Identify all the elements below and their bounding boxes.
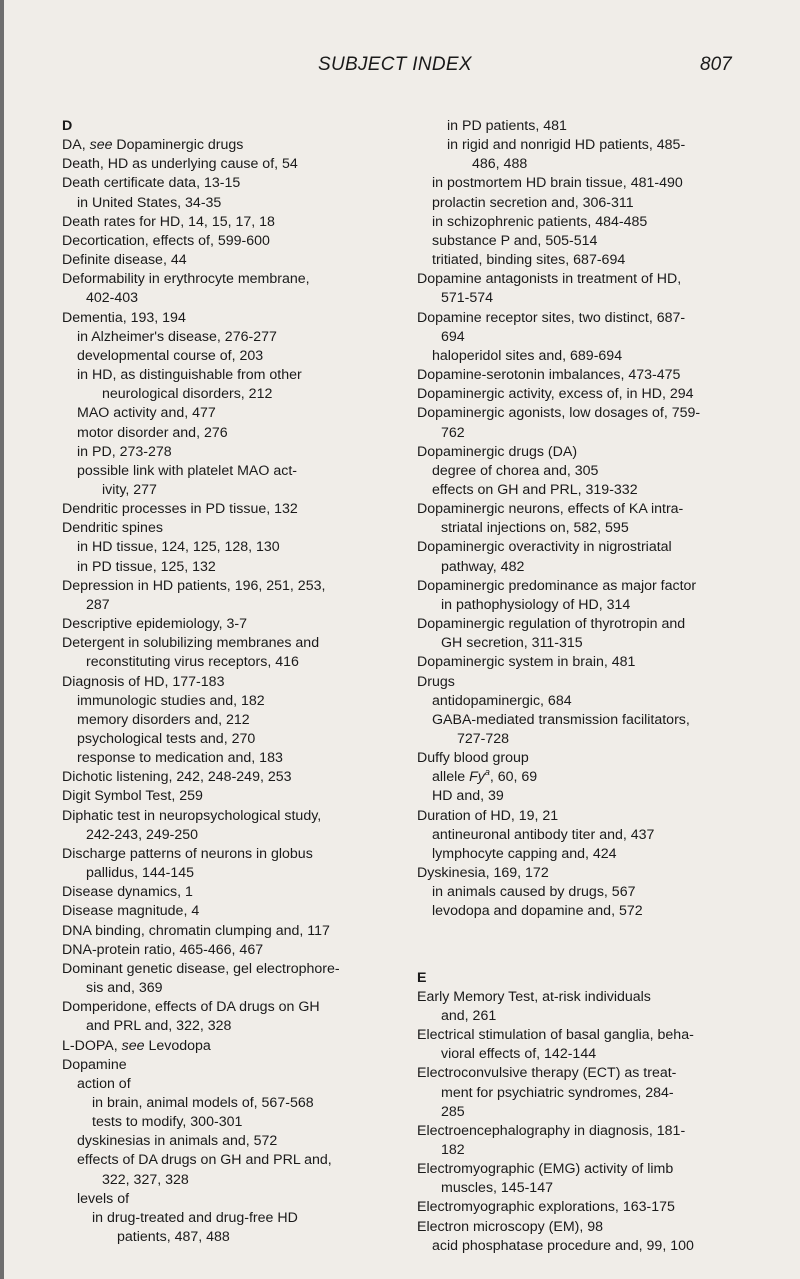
index-entry: Electromyographic explorations, 163-175 bbox=[417, 1199, 675, 1216]
index-entry: Electroencephalography in diagnosis, 181- bbox=[417, 1122, 686, 1139]
index-entry: Disease dynamics, 1 bbox=[62, 884, 193, 901]
index-entry: Dendritic processes in PD tissue, 132 bbox=[62, 501, 298, 518]
index-entry: immunologic studies and, 182 bbox=[77, 692, 265, 709]
index-entry: levodopa and dopamine and, 572 bbox=[432, 903, 643, 920]
index-entry: response to medication and, 183 bbox=[77, 750, 283, 767]
index-entry: ivity, 277 bbox=[102, 481, 157, 498]
index-entry: in drug-treated and drug-free HD bbox=[92, 1209, 298, 1226]
index-entry: Dopaminergic system in brain, 481 bbox=[417, 654, 636, 671]
index-entry: Domperidone, effects of DA drugs on GH bbox=[62, 999, 320, 1016]
index-entry: Dyskinesia, 169, 172 bbox=[417, 865, 549, 882]
index-entry: Dopamine-serotonin imbalances, 473-475 bbox=[417, 367, 681, 384]
index-entry: motor disorder and, 276 bbox=[77, 424, 228, 441]
index-entry: Diphatic test in neuropsychological study, bbox=[62, 807, 322, 824]
page-edge bbox=[0, 0, 4, 1279]
index-entry: in PD patients, 481 bbox=[447, 118, 567, 134]
index-entry: 727-728 bbox=[457, 731, 510, 747]
index-entry: neurological disorders, 212 bbox=[102, 386, 273, 403]
index-entry: and PRL and, 322, 328 bbox=[86, 1018, 232, 1035]
index-entry: Dopamine receptor sites, two distinct, 687- bbox=[417, 309, 686, 326]
index-entry: in schizophrenic patients, 484-485 bbox=[432, 213, 648, 230]
index-entry: patients, 487, 488 bbox=[117, 1229, 230, 1246]
index-entry: muscles, 145-147 bbox=[441, 1180, 553, 1197]
index-entry: 694 bbox=[441, 328, 465, 345]
index-entry: L-DOPA, see Levodopa bbox=[62, 1037, 211, 1054]
index-entry: Duffy blood group bbox=[417, 750, 529, 767]
index-entry: Death certificate data, 13-15 bbox=[62, 175, 241, 192]
index-entry: Dichotic listening, 242, 248-249, 253 bbox=[62, 769, 292, 786]
index-entry: developmental course of, 203 bbox=[77, 347, 264, 364]
page-number: 807 bbox=[700, 54, 732, 75]
index-entry: effects on GH and PRL, 319-332 bbox=[432, 481, 638, 498]
index-entry: Dopaminergic neurons, effects of KA intra- bbox=[417, 501, 684, 518]
index-entry: DA, see Dopaminergic drugs bbox=[62, 137, 244, 154]
index-entry: Death, HD as underlying cause of, 54 bbox=[62, 156, 298, 173]
index-entry: Definite disease, 44 bbox=[62, 252, 187, 269]
index-entry: in animals caused by drugs, 567 bbox=[432, 884, 636, 901]
index-entry: substance P and, 505-514 bbox=[432, 232, 598, 249]
index-entry: effects of DA drugs on GH and PRL and, bbox=[77, 1152, 332, 1169]
index-entry: Depression in HD patients, 196, 251, 253, bbox=[62, 577, 326, 594]
index-entry: acid phosphatase procedure and, 99, 100 bbox=[432, 1237, 694, 1254]
index-entry: in rigid and nonrigid HD patients, 485- bbox=[447, 137, 686, 154]
index-column-left bbox=[62, 117, 412, 1247]
index-entry: in United States, 34-35 bbox=[77, 194, 222, 211]
section-letter: E bbox=[417, 969, 427, 986]
index-entry: antidopaminergic, 684 bbox=[432, 692, 572, 709]
index-entry: 242-243, 249-250 bbox=[86, 826, 199, 843]
index-entry: antineuronal antibody titer and, 437 bbox=[432, 826, 655, 843]
index-entry: degree of chorea and, 305 bbox=[432, 462, 599, 479]
index-entry: allele Fy$^a$, 60, 69 bbox=[432, 767, 538, 786]
index-entry: Dopamine bbox=[62, 1056, 127, 1073]
index-entry: Electron microscopy (EM), 98 bbox=[417, 1218, 604, 1235]
index-entry: HD and, 39 bbox=[432, 788, 504, 805]
index-entry: 486, 488 bbox=[472, 156, 528, 173]
index-entry: Drugs bbox=[417, 673, 455, 690]
index-entry: in HD tissue, 124, 125, 128, 130 bbox=[77, 539, 280, 556]
index-entry: Dopaminergic overactivity in nigrostriatal bbox=[417, 539, 672, 556]
section-letter: D bbox=[62, 118, 73, 134]
index-entry: DNA binding, chromatin clumping and, 117 bbox=[62, 922, 330, 939]
running-title: SUBJECT INDEX bbox=[318, 54, 472, 75]
index-entry: 287 bbox=[86, 596, 110, 613]
index-entry: 322, 327, 328 bbox=[102, 1171, 189, 1188]
section-gap bbox=[417, 922, 777, 969]
index-entry: MAO activity and, 477 bbox=[77, 405, 216, 422]
index-entry: 285 bbox=[441, 1103, 465, 1120]
index-entry: tritiated, binding sites, 687-694 bbox=[432, 252, 626, 269]
index-entry: Discharge patterns of neurons in globus bbox=[62, 845, 313, 862]
index-entry: in PD, 273-278 bbox=[77, 443, 172, 460]
index-entry: Deformability in erythrocyte membrane, bbox=[62, 271, 310, 288]
index-entry: haloperidol sites and, 689-694 bbox=[432, 347, 623, 364]
index-entry: Dopamine antagonists in treatment of HD, bbox=[417, 271, 682, 288]
index-entry: vioral effects of, 142-144 bbox=[441, 1046, 597, 1063]
page-header bbox=[0, 54, 800, 82]
index-entry: Death rates for HD, 14, 15, 17, 18 bbox=[62, 213, 275, 230]
index-entry: striatal injections on, 582, 595 bbox=[441, 520, 629, 537]
index-entry: memory disorders and, 212 bbox=[77, 711, 250, 728]
index-entry: DNA-protein ratio, 465-466, 467 bbox=[62, 941, 264, 958]
index-entry: Disease magnitude, 4 bbox=[62, 903, 200, 920]
index-entry: Dopaminergic predominance as major factor bbox=[417, 577, 697, 594]
index-entry: Dopaminergic agonists, low dosages of, 759- bbox=[417, 405, 701, 422]
index-entry: Electroconvulsive therapy (ECT) as treat- bbox=[417, 1065, 677, 1082]
index-entry: in Alzheimer's disease, 276-277 bbox=[77, 328, 277, 345]
index-entry: Dopaminergic activity, excess of, in HD, 294 bbox=[417, 386, 694, 403]
index-entry: Dopaminergic drugs (DA) bbox=[417, 443, 578, 460]
index-entry: Early Memory Test, at-risk individuals bbox=[417, 988, 651, 1005]
index-entry: 402-403 bbox=[86, 290, 139, 307]
index-entry: Dementia, 193, 194 bbox=[62, 309, 186, 326]
index-entry: lymphocyte capping and, 424 bbox=[432, 845, 617, 862]
index-entry: Electrical stimulation of basal ganglia, beha- bbox=[417, 1027, 694, 1044]
index-entry: in pathophysiology of HD, 314 bbox=[441, 596, 631, 613]
index-entry: in HD, as distinguishable from other bbox=[77, 367, 302, 384]
index-entry: Decortication, effects of, 599-600 bbox=[62, 232, 270, 249]
index-entry: sis and, 369 bbox=[86, 980, 163, 997]
index-entry: Electromyographic (EMG) activity of limb bbox=[417, 1161, 674, 1178]
index-entry: pallidus, 144-145 bbox=[86, 865, 195, 882]
index-entry: action of bbox=[77, 1075, 131, 1092]
index-entry: Descriptive epidemiology, 3-7 bbox=[62, 616, 248, 633]
index-entry: in PD tissue, 125, 132 bbox=[77, 558, 216, 575]
index-entry: GABA-mediated transmission facilitators, bbox=[432, 711, 690, 728]
index-entry: pathway, 482 bbox=[441, 558, 525, 575]
index-entry: dyskinesias in animals and, 572 bbox=[77, 1133, 278, 1150]
index-entry: Dominant genetic disease, gel electrophore- bbox=[62, 960, 340, 977]
index-entry: prolactin secretion and, 306-311 bbox=[432, 194, 634, 211]
index-entry: levels of bbox=[77, 1190, 130, 1207]
index-column-right bbox=[417, 117, 777, 1256]
index-entry: and, 261 bbox=[441, 1007, 497, 1024]
index-entry: reconstituting virus receptors, 416 bbox=[86, 654, 299, 671]
index-entry: Dopaminergic regulation of thyrotropin and bbox=[417, 616, 686, 633]
index-entry: Detergent in solubilizing membranes and bbox=[62, 635, 320, 652]
index-entry: in postmortem HD brain tissue, 481-490 bbox=[432, 175, 683, 192]
index-entry: 762 bbox=[441, 424, 465, 441]
index-entry: Duration of HD, 19, 21 bbox=[417, 807, 559, 824]
index-entry: Dendritic spines bbox=[62, 520, 163, 537]
index-entry: psychological tests and, 270 bbox=[77, 731, 256, 747]
index-entry: in brain, animal models of, 567-568 bbox=[92, 1094, 314, 1111]
index-entry: possible link with platelet MAO act- bbox=[77, 462, 297, 479]
index-entry: 571-574 bbox=[441, 290, 494, 307]
index-entry: Digit Symbol Test, 259 bbox=[62, 788, 203, 805]
index-entry: 182 bbox=[441, 1141, 465, 1158]
index-entry: ment for psychiatric syndromes, 284- bbox=[441, 1084, 674, 1101]
index-entry: GH secretion, 311-315 bbox=[441, 635, 583, 652]
index-entry: tests to modify, 300-301 bbox=[92, 1114, 243, 1131]
index-entry: Diagnosis of HD, 177-183 bbox=[62, 673, 225, 690]
